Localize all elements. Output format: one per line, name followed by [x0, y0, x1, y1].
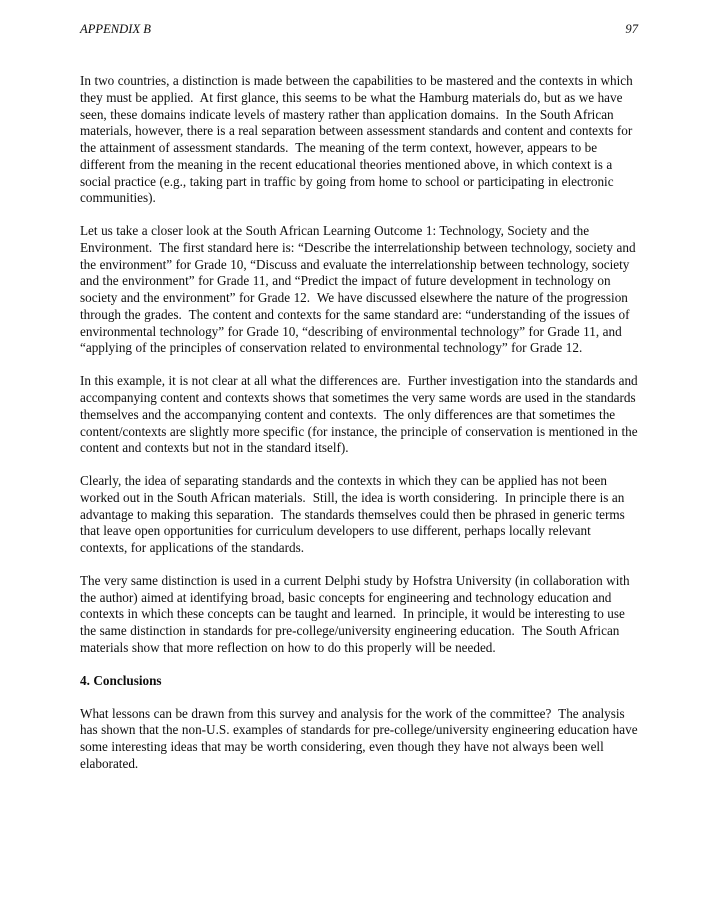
- paragraph: Clearly, the idea of separating standards and the contexts in which they can be applied has not been worked out in the South African materials. Still, the idea is worth considering. In principle there is an advantage to making this separation. The standards themselves could then be phrased in generic terms that leave open opportunities for curriculum developers to use different, perhaps locally relevant contexts, for applications of the standards.: [80, 473, 629, 556]
- paragraph: Let us take a closer look at the South African Learning Outcome 1: Technology, Society and the Environment. The first standard here is: “Describe the interrelationship between technology, society and the environment” for Grade 10, “Discuss and evaluate the interrelationship between technology, society and the environment” for Grade 11, and “Predict the impact of future development in technology on society and the environment” for Grade 12. We have discussed elsewhere the nature of the progression through the grades. The content and contexts for the same standard are: “understanding of the issues of environmental technology” for Grade 10, “describing of environmental technology” for Grade 11, and “applying of the principles of conservation related to environmental technology” for Grade 12.: [80, 223, 640, 356]
- section-heading: 4. Conclusions: [80, 672, 162, 688]
- page-number: 97: [625, 22, 638, 36]
- body-text: [80, 73, 642, 773]
- paragraph: The very same distinction is used in a current Delphi study by Hofstra University (in collaboration with the author) aimed at identifying broad, basic concepts for engineering and technology education and contexts in which these concepts can be taught and learned. In principle, it would be interesting to use the same distinction in standards for pre-college/university engineering education. The South African materials show that more reflection on how to do this properly will be needed.: [80, 572, 634, 655]
- appendix-label: APPENDIX B: [80, 22, 151, 36]
- running-header: [80, 22, 638, 37]
- paragraph: In two countries, a distinction is made between the capabilities to be mastered and the contexts in which they must be applied. At first glance, this seems to be what the Hamburg materials do, but as we have seen, these domains indicate levels of mastery rather than application domains. In the South African materials, however, there is a real separation between assessment standards and content and contexts for the attainment of assessment standards. The meaning of the term context, however, appears to be different from the meaning in the recent educational theories mentioned above, in which context is a social practice (e.g., taking part in traffic by going from home to school or participating in electronic communities).: [80, 73, 637, 206]
- paragraph: In this example, it is not clear at all what the differences are. Further investigation into the standards and accompanying content and contexts shows that sometimes the very same words are used in the standards themselves and the accompanying content and contexts. The only differences are that sometimes the content/contexts are slightly more specific (for instance, the principle of conservation is mentioned in the content and contexts but not in the standard itself).: [80, 373, 642, 456]
- section-paragraph: What lessons can be drawn from this survey and analysis for the work of the committee? The analysis has shown that the non-U.S. examples of standards for pre-college/university engineering education have some interesting ideas that may be worth considering, even though they have not always been well elaborated.: [80, 705, 642, 771]
